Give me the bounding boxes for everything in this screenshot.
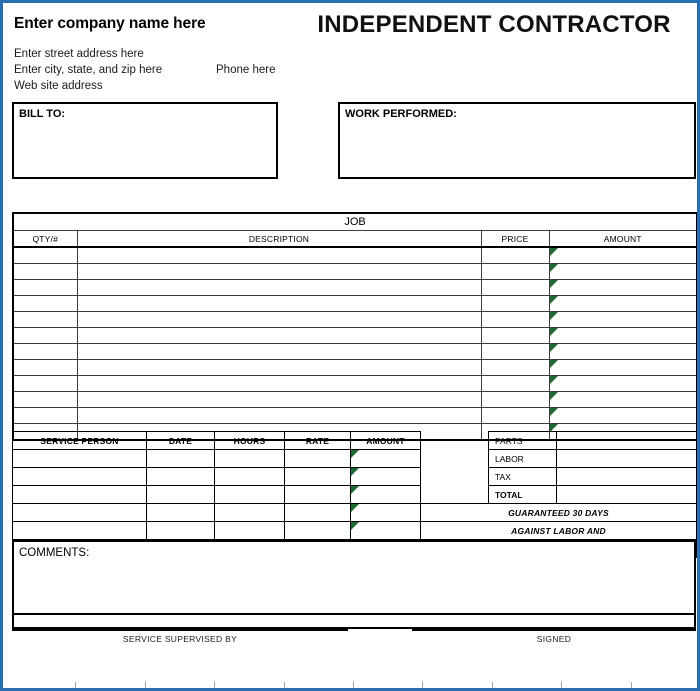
city-state-zip-field[interactable]: Enter city, state, and zip here	[14, 64, 163, 76]
job-price-cell[interactable]	[481, 264, 549, 280]
street-address-field[interactable]: Enter street address here	[14, 48, 144, 60]
table-row	[13, 344, 697, 360]
tax-label: TAX	[489, 468, 557, 486]
job-price-cell[interactable]	[481, 312, 549, 328]
phone-field[interactable]: Phone here	[216, 64, 276, 76]
job-description-cell[interactable]	[77, 247, 481, 264]
ruler-tick	[353, 682, 354, 691]
service-hours-cell[interactable]	[215, 450, 285, 468]
job-table-wrapper	[12, 212, 696, 441]
bill-work-row	[6, 102, 700, 182]
job-col-amount: AMOUNT	[549, 231, 697, 248]
service-row	[13, 504, 697, 522]
work-performed-label: WORK PERFORMED:	[345, 108, 457, 120]
service-person-cell[interactable]	[13, 522, 147, 540]
ruler-tick	[631, 682, 632, 691]
service-rate-cell[interactable]	[285, 522, 351, 540]
service-row	[13, 522, 697, 540]
table-row	[13, 264, 697, 280]
job-price-cell[interactable]	[481, 328, 549, 344]
job-price-cell[interactable]	[481, 392, 549, 408]
job-qty-cell[interactable]	[13, 328, 77, 344]
job-table-title: JOB	[13, 213, 697, 231]
grand-total-label: TOTAL	[489, 486, 557, 504]
service-date-cell[interactable]	[147, 522, 215, 540]
ruler-tick	[561, 682, 562, 691]
job-price-cell[interactable]	[481, 247, 549, 264]
tax-value[interactable]	[557, 468, 697, 486]
ruler-tick	[492, 682, 493, 691]
service-col-person: SERVICE PERSON	[13, 432, 147, 450]
job-price-cell[interactable]	[481, 360, 549, 376]
table-row	[13, 376, 697, 392]
service-rate-cell[interactable]	[285, 486, 351, 504]
ruler-tick	[214, 682, 215, 691]
job-qty-cell[interactable]	[13, 280, 77, 296]
job-qty-cell[interactable]	[13, 344, 77, 360]
invoice-sheet	[6, 6, 700, 691]
table-row	[13, 328, 697, 344]
service-person-cell[interactable]	[13, 486, 147, 504]
bill-to-label: BILL TO:	[19, 108, 66, 120]
service-rate-cell[interactable]	[285, 468, 351, 486]
service-totals-wrapper	[12, 431, 696, 558]
job-price-cell[interactable]	[481, 376, 549, 392]
job-amount-cell[interactable]	[549, 280, 697, 296]
table-row	[13, 312, 697, 328]
job-description-cell[interactable]	[77, 376, 481, 392]
job-col-description: DESCRIPTION	[77, 231, 481, 248]
comments-box[interactable]	[12, 540, 696, 615]
service-rate-cell[interactable]	[285, 450, 351, 468]
job-qty-cell[interactable]	[13, 264, 77, 280]
grand-total-value[interactable]	[557, 486, 697, 504]
job-amount-cell[interactable]	[549, 344, 697, 360]
job-table	[12, 212, 698, 441]
job-qty-cell[interactable]	[13, 296, 77, 312]
ruler-tick	[75, 682, 76, 691]
service-table	[12, 431, 697, 558]
parts-label: PARTS	[489, 432, 557, 450]
service-col-rate: RATE	[285, 432, 351, 450]
job-amount-cell[interactable]	[549, 392, 697, 408]
comments-label: COMMENTS:	[19, 547, 90, 559]
supervised-by-line[interactable]	[12, 629, 348, 631]
page-title: INDEPENDENT CONTRACTOR	[317, 11, 671, 38]
job-description-cell[interactable]	[77, 296, 481, 312]
job-description-cell[interactable]	[77, 360, 481, 376]
guarantee-line-2: AGAINST LABOR AND	[421, 522, 697, 540]
company-name-field[interactable]: Enter company name here	[14, 15, 206, 32]
service-amount-cell[interactable]	[351, 450, 421, 468]
service-rate-cell[interactable]	[285, 504, 351, 522]
table-row	[13, 296, 697, 312]
table-row	[13, 360, 697, 376]
job-description-cell[interactable]	[77, 280, 481, 296]
job-amount-cell[interactable]	[549, 264, 697, 280]
labor-label: LABOR	[489, 450, 557, 468]
labor-value[interactable]	[557, 450, 697, 468]
work-performed-box[interactable]	[338, 102, 696, 179]
service-row	[13, 468, 697, 486]
ruler-tick	[284, 682, 285, 691]
job-qty-cell[interactable]	[13, 360, 77, 376]
job-table-title-row	[13, 213, 697, 231]
gap-cell	[421, 450, 489, 468]
service-person-cell[interactable]	[13, 468, 147, 486]
service-date-cell[interactable]	[147, 504, 215, 522]
ruler-tick	[145, 682, 146, 691]
website-field[interactable]: Web site address	[14, 80, 103, 92]
job-description-cell[interactable]	[77, 344, 481, 360]
service-hours-cell[interactable]	[215, 504, 285, 522]
job-qty-cell[interactable]	[13, 376, 77, 392]
job-qty-cell[interactable]	[13, 247, 77, 264]
service-date-cell[interactable]	[147, 486, 215, 504]
job-amount-cell[interactable]	[549, 312, 697, 328]
job-description-cell[interactable]	[77, 408, 481, 424]
service-person-cell[interactable]	[13, 504, 147, 522]
service-row	[13, 450, 697, 468]
signed-line[interactable]	[412, 629, 696, 631]
job-price-cell[interactable]	[481, 296, 549, 312]
table-row	[13, 280, 697, 296]
service-amount-cell[interactable]	[351, 504, 421, 522]
job-price-cell[interactable]	[481, 344, 549, 360]
job-qty-cell[interactable]	[13, 392, 77, 408]
bottom-ruler	[6, 679, 700, 691]
gap-cell	[421, 486, 489, 504]
job-amount-cell[interactable]	[549, 296, 697, 312]
job-description-cell[interactable]	[77, 312, 481, 328]
service-col-date: DATE	[147, 432, 215, 450]
job-col-qty: QTY/#	[13, 231, 77, 248]
supervised-by-label: SERVICE SUPERVISED BY	[122, 634, 238, 644]
service-date-cell[interactable]	[147, 468, 215, 486]
ruler-tick	[422, 682, 423, 691]
gap-cell	[421, 468, 489, 486]
comments-spacer-box	[12, 615, 696, 629]
service-amount-cell[interactable]	[351, 486, 421, 504]
service-col-hours: HOURS	[215, 432, 285, 450]
job-amount-cell[interactable]	[549, 376, 697, 392]
service-header-row	[13, 432, 697, 450]
table-row	[13, 247, 697, 264]
job-qty-cell[interactable]	[13, 408, 77, 424]
job-description-cell[interactable]	[77, 328, 481, 344]
service-amount-cell[interactable]	[351, 522, 421, 540]
job-amount-cell[interactable]	[549, 408, 697, 424]
job-amount-cell[interactable]	[549, 328, 697, 344]
signature-row	[12, 629, 696, 657]
gap-cell	[421, 432, 489, 450]
service-hours-cell[interactable]	[215, 522, 285, 540]
parts-value[interactable]	[557, 432, 697, 450]
job-col-price: PRICE	[481, 231, 549, 248]
service-hours-cell[interactable]	[215, 486, 285, 504]
job-price-cell[interactable]	[481, 408, 549, 424]
job-amount-cell[interactable]	[549, 247, 697, 264]
service-person-cell[interactable]	[13, 450, 147, 468]
guarantee-line-1: GUARANTEED 30 DAYS	[421, 504, 697, 522]
table-row	[13, 392, 697, 408]
service-col-amount: AMOUNT	[351, 432, 421, 450]
bill-to-box[interactable]	[12, 102, 278, 179]
service-amount-cell[interactable]	[351, 468, 421, 486]
service-row	[13, 486, 697, 504]
service-date-cell[interactable]	[147, 450, 215, 468]
service-hours-cell[interactable]	[215, 468, 285, 486]
job-qty-cell[interactable]	[13, 312, 77, 328]
document-header	[6, 6, 700, 98]
signed-label: SIGNED	[536, 634, 572, 644]
job-description-cell[interactable]	[77, 264, 481, 280]
job-amount-cell[interactable]	[549, 360, 697, 376]
table-row	[13, 408, 697, 424]
job-table-header-row	[13, 231, 697, 248]
job-description-cell[interactable]	[77, 392, 481, 408]
job-price-cell[interactable]	[481, 280, 549, 296]
